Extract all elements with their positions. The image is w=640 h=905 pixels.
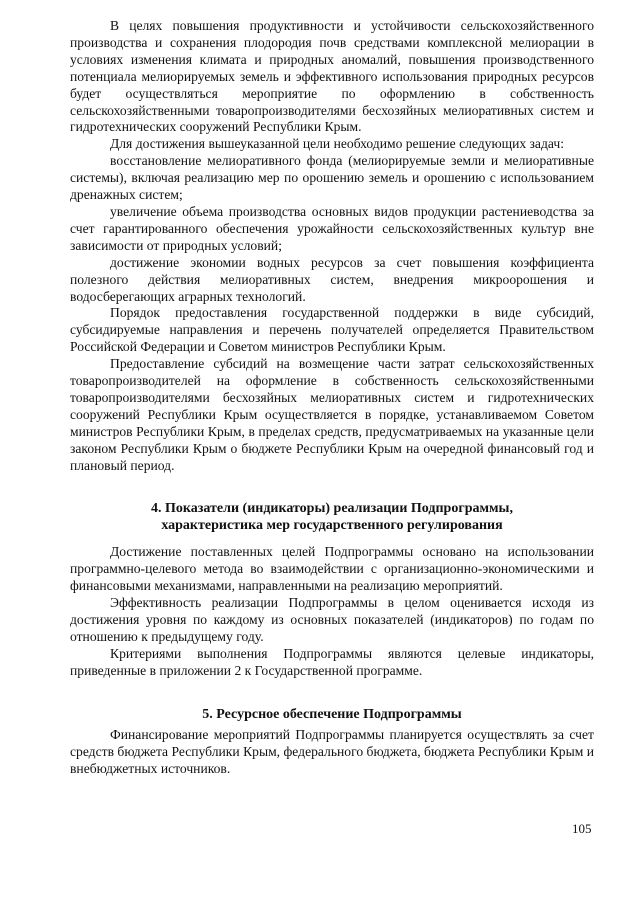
- section-4-heading: [70, 500, 594, 534]
- paragraph-tasks-intro: Для достижения вышеуказанной цели необходимо решение следующих задач:: [110, 136, 564, 152]
- task-item-water-saving: достижение экономии водных ресурсов за счет повышения коэффициента полезного действия мелиоративных систем, внедрения микроорошения и водосберегающих аграрных технологий.: [70, 254, 594, 304]
- paragraph-support-procedure: Порядок предоставления государственной поддержки в виде субсидий, субсидируемые направления и перечень получателей определяется Правительством Российской Федерации и Советом министров Республики Крым.: [70, 305, 594, 355]
- section-5-heading: [70, 706, 594, 723]
- page-number: 105: [572, 821, 592, 836]
- task-item-restoration: восстановление мелиоративного фонда (мелиорируемые земли и мелиоративные системы), включая реализацию мер по орошению земель и орошению с использованием дренажных систем;: [70, 153, 594, 203]
- page-content: [70, 18, 594, 777]
- section-4-paragraph-method: Достижение поставленных целей Подпрограммы основано на использовании программно-целевого метода во взаимодействии с организационно-экономическими и финансовыми механизмами, направленными на реализацию мероприятий.: [70, 544, 594, 594]
- section-4-title-line-1: 4. Показатели (индикаторы) реализации Подпрограммы,: [151, 501, 513, 517]
- section-5-title: 5. Ресурсное обеспечение Подпрограммы: [202, 706, 462, 722]
- section-4-paragraph-criteria: Критериями выполнения Подпрограммы являются целевые индикаторы, приведенные в приложении 2 к Государственной программе.: [70, 645, 594, 678]
- section-5-paragraph-financing: Финансирование мероприятий Подпрограммы планируется осуществлять за счет средств бюджета Республики Крым, федерального бюджета, бюджета Республики Крым и внебюджетных источников.: [70, 726, 594, 776]
- section-4-paragraph-efficiency: Эффективность реализации Подпрограммы в целом оценивается исходя из достижения уровня по каждому из основных показателей (индикаторов) по годам по отношению к предыдущему году.: [70, 595, 594, 644]
- paragraph-goal: В целях повышения продуктивности и устойчивости сельскохозяйственного производства и сохранения плодородия почв средствами комплексной мелиорации в условиях изменения климата и природных аномалий, повышения производственного потенциала мелиорируемых земель и эффективного использования природных ресурсов будет осуществляться мероприятие по оформлению в собственность сельскохозяйственными товаропроизводителями бесхозяйных мелиоративных систем и гидротехнических сооружений Республики Крым.: [70, 18, 594, 135]
- section-4-title-line-2: характеристика мер государственного регулирования: [161, 518, 503, 534]
- task-item-production: увеличение объема производства основных видов продукции растениеводства за счет гарантированного обеспечения урожайности сельскохозяйственных культур вне зависимости от природных условий;: [70, 203, 594, 253]
- paragraph-subsidies: Предоставление субсидий на возмещение части затрат сельскохозяйственных товаропроизводителей на оформление в собственность сельскохозяйственными товаропроизводителями бесхозяйных мелиоративных систем и гидротехнических сооружений Республики Крым осуществляется в порядке, устанавливаемом Советом министров Республики Крым, в пределах средств, предусматриваемых на указанные цели законом Республики Крым о бюджете Республики Крым на очередной финансовый год и плановый период.: [70, 356, 594, 473]
